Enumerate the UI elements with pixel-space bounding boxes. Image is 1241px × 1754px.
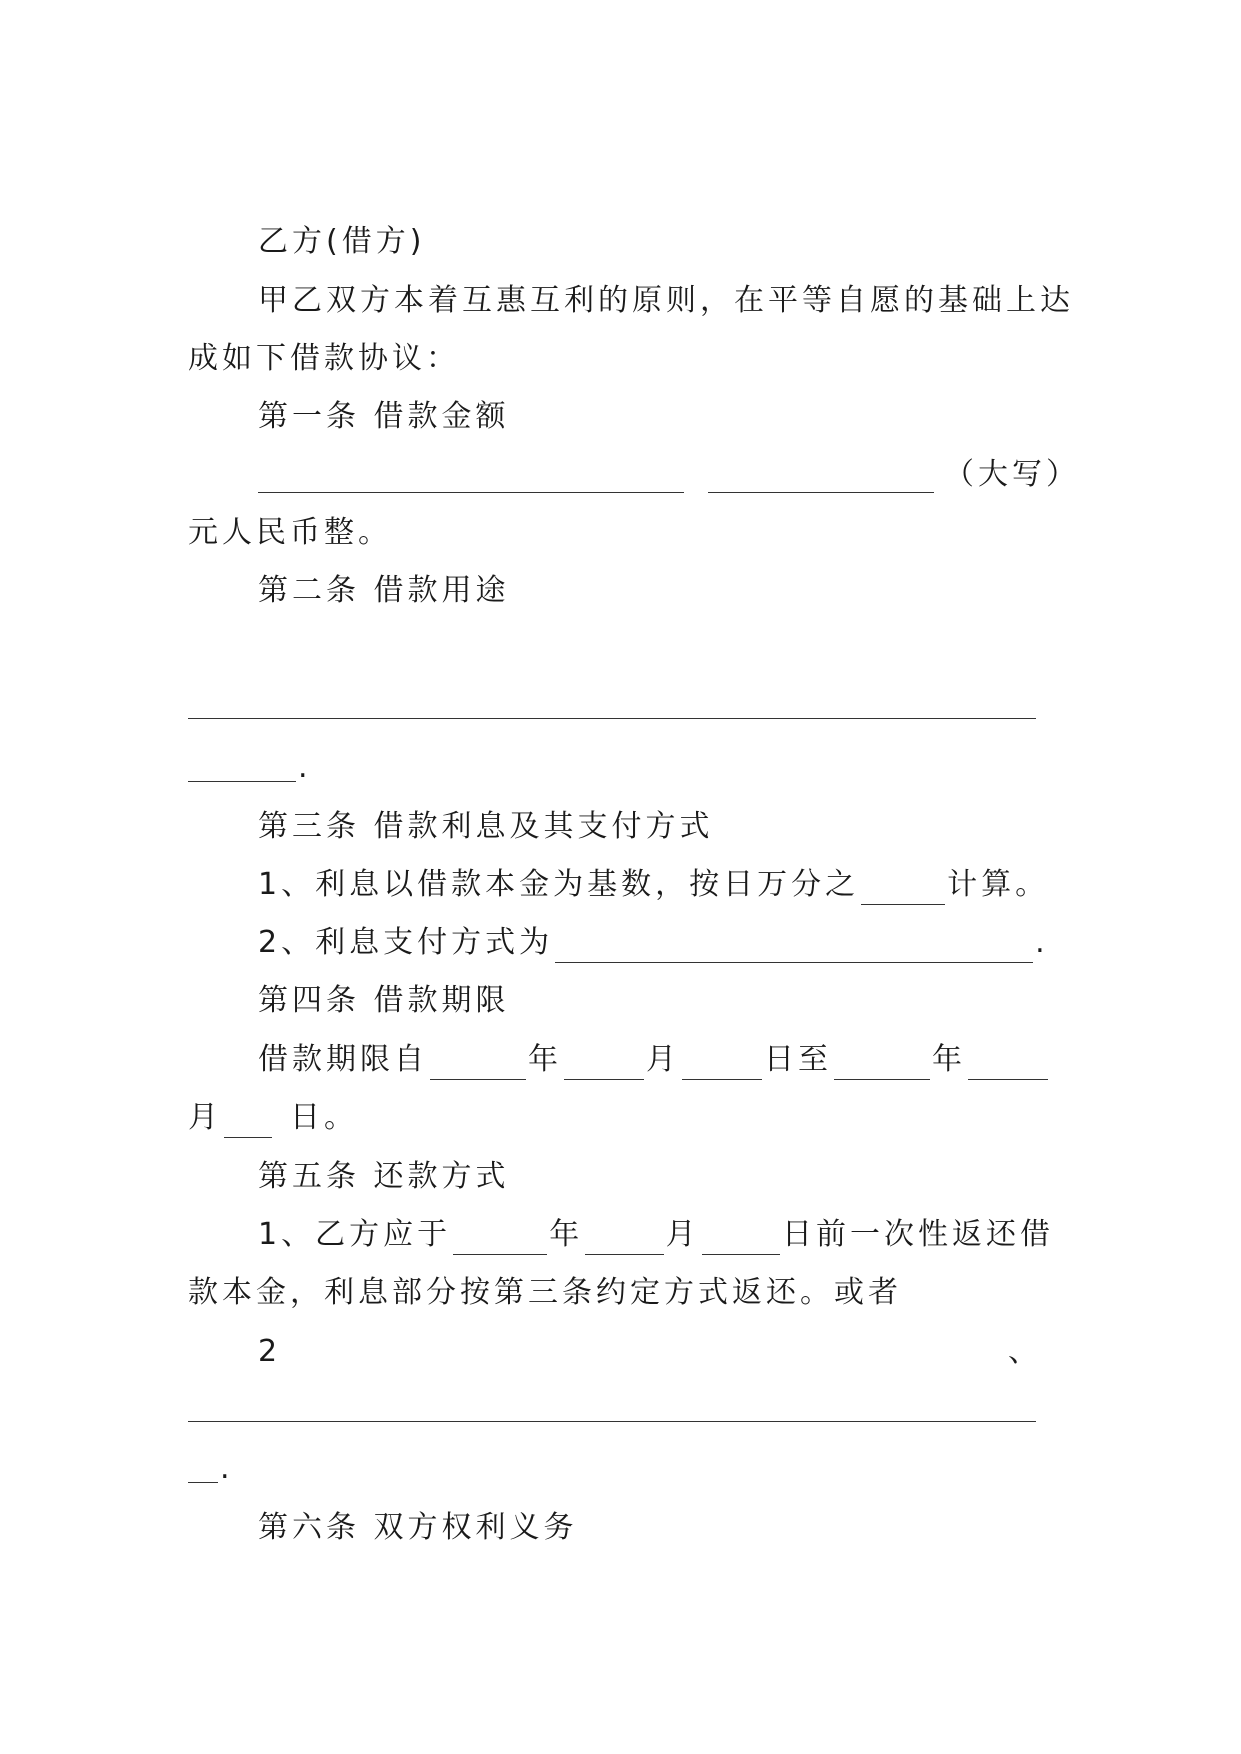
repayment-line2: 款本金，利息部分按第三条约定方式返还。或者 xyxy=(188,1275,902,1310)
term-start-month-blank[interactable] xyxy=(564,1049,644,1080)
term-from-label: 借款期限自 xyxy=(258,1042,428,1077)
term-end-year-label: 年 xyxy=(932,1042,966,1077)
term-end-day-blank[interactable] xyxy=(224,1107,272,1138)
interest-payment-period: . xyxy=(1035,925,1049,960)
intro-paragraph-line1: 甲乙双方本着互惠互利的原则，在平等自愿的基础上达 xyxy=(258,283,1074,318)
interest-payment-line xyxy=(188,923,1054,963)
repayment-month-label: 月 xyxy=(665,1217,700,1252)
repayment-line1 xyxy=(188,1215,1054,1255)
amount-words-blank[interactable] xyxy=(708,462,934,493)
repayment-year-label: 年 xyxy=(549,1217,584,1252)
interest-rate-text: 1、利息以借款本金为基数，按日万分之 xyxy=(258,867,860,902)
option-2-period: . xyxy=(220,1451,234,1486)
term-end-month-blank[interactable] xyxy=(968,1049,1048,1080)
purpose-line2 xyxy=(188,748,1054,788)
interest-rate-blank[interactable] xyxy=(861,874,945,905)
interest-payment-blank[interactable] xyxy=(555,932,1033,963)
option-2-blank-line2[interactable] xyxy=(188,1452,218,1483)
loan-term-line2 xyxy=(188,1098,1054,1138)
term-end-day-label: 日。 xyxy=(290,1100,358,1135)
term-month-label: 月 xyxy=(646,1042,680,1077)
repayment-option-2-line xyxy=(188,1332,1054,1372)
amount-line xyxy=(188,455,1080,499)
option-2-comma: 、 xyxy=(1008,1334,1042,1369)
purpose-period: . xyxy=(298,750,312,785)
term-start-year-blank[interactable] xyxy=(430,1049,526,1080)
term-end-year-blank[interactable] xyxy=(834,1049,930,1080)
currency-text: 元人民币整。 xyxy=(188,515,392,550)
repayment-text-a: 1、乙方应于 xyxy=(258,1217,452,1252)
option-2-number: 2 xyxy=(258,1334,282,1369)
article-5-heading: 第五条 还款方式 xyxy=(258,1159,510,1194)
party-b-label: 乙方(借方) xyxy=(258,224,426,259)
interest-payment-text: 2、利息支付方式为 xyxy=(258,925,554,960)
repayment-month-blank[interactable] xyxy=(585,1224,663,1255)
repayment-year-blank[interactable] xyxy=(453,1224,547,1255)
amount-figure-blank[interactable] xyxy=(258,462,684,493)
option-2-blank-line1[interactable] xyxy=(188,1421,1036,1422)
repayment-day-blank[interactable] xyxy=(702,1224,780,1255)
term-year-label: 年 xyxy=(528,1042,562,1077)
article-6-heading: 第六条 双方权利义务 xyxy=(258,1510,578,1545)
term-day-to-label: 日至 xyxy=(764,1042,832,1077)
intro-paragraph-line2: 成如下借款协议： xyxy=(188,341,460,376)
option-2-line2 xyxy=(188,1449,1054,1489)
interest-rate-line xyxy=(188,865,1054,905)
article-1-heading: 第一条 借款金额 xyxy=(258,399,510,434)
capital-label: （大写） xyxy=(944,457,1080,492)
term-end-month-label: 月 xyxy=(188,1100,222,1135)
repayment-text-b: 日前一次性返还借 xyxy=(782,1217,1054,1252)
purpose-blank-line2[interactable] xyxy=(188,751,296,782)
purpose-blank-line1[interactable] xyxy=(188,718,1036,719)
term-start-day-blank[interactable] xyxy=(682,1049,762,1080)
article-2-heading: 第二条 借款用途 xyxy=(258,573,510,608)
article-4-heading: 第四条 借款期限 xyxy=(258,983,510,1018)
loan-term-line1 xyxy=(188,1040,1054,1080)
interest-rate-suffix: 计算。 xyxy=(947,867,1050,902)
article-3-heading: 第三条 借款利息及其支付方式 xyxy=(258,809,714,844)
